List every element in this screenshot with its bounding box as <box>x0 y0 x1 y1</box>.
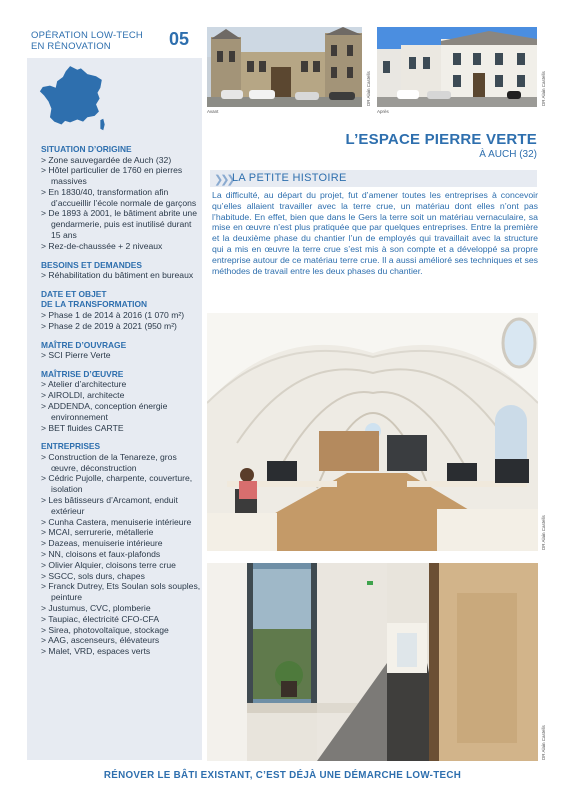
footer-tagline: RÉNOVER LE BÂTI EXISTANT, C’EST DÉJÀ UNE DÉMARCHE LOW-TECH <box>103 770 462 781</box>
photo-credit-office: DR Alain Castells <box>541 515 546 550</box>
sidebar-section-title-line: DE LA TRANSFORMATION <box>41 299 148 310</box>
sidebar-section-title-line: MAÎTRISE D’ŒUVRE <box>41 368 124 379</box>
operation-title-line1: OPÉRATION LOW-TECH <box>31 30 143 41</box>
sidebar-list-item: > NN, cloisons et faux-plafonds <box>41 549 201 560</box>
page-title: L’ESPACE PIERRE VERTE <box>345 131 537 148</box>
history-heading-bar <box>210 170 537 187</box>
sidebar-section-title <box>41 144 201 155</box>
sidebar-section-title <box>41 260 201 271</box>
photo-before <box>207 27 362 107</box>
sidebar-section-title-line: SITUATION D’ORIGINE <box>41 144 132 154</box>
sidebar-section-title <box>41 289 201 310</box>
sidebar-list-item: > Franck Dutrey, Ets Soulan sols souples, peinture <box>41 581 201 603</box>
operation-title-line2: EN RÉNOVATION <box>31 41 111 52</box>
caption-before: Avant <box>207 109 219 114</box>
sidebar-list-item: > Dazeas, menuiserie intérieure <box>41 538 201 549</box>
sidebar-list-item: > Construction de la Tenareze, gros œuvre, déconstruction <box>41 452 201 474</box>
sidebar-list-item: > Taupiac, électricité CFO-CFA <box>41 614 201 625</box>
sidebar-section-title <box>41 369 201 380</box>
caption-after: Après <box>377 109 389 114</box>
sidebar-list-item: > De 1893 à 2001, le bâtiment abrite une gendarmerie, puis est inutilisé durant 15 ans <box>41 208 201 240</box>
sidebar-section-title <box>41 441 201 452</box>
sidebar-list-item: > Hôtel particulier de 1760 en pierres massives <box>41 165 201 187</box>
france-map-icon <box>37 64 109 136</box>
sidebar-header <box>27 14 202 58</box>
sidebar-list-item: > Atelier d’architecture <box>41 379 201 390</box>
sidebar-list-item: > SGCC, sols durs, chapes <box>41 571 201 582</box>
sidebar-list-item: > Les bâtisseurs d’Arcamont, enduit extérieur <box>41 495 201 517</box>
sidebar-list-item: > ADDENDA, conception énergie environnement <box>41 401 201 423</box>
sidebar-list-item: > BET fluides CARTE <box>41 423 201 434</box>
sidebar-list-item: > Justumus, CVC, plomberie <box>41 603 201 614</box>
sidebar-list-item: > Zone sauvegardée de Auch (32) <box>41 155 201 166</box>
sidebar-list-item: > MCAI, serrurerie, métallerie <box>41 527 201 538</box>
photo-interior-office <box>207 313 538 551</box>
sidebar-list-item: > Phase 2 de 2019 à 2021 (950 m²) <box>41 321 201 332</box>
sidebar-list-item: > Cédric Pujolle, charpente, couverture, isolation <box>41 473 201 495</box>
sidebar-section-title-line: MAÎTRE D’OUVRAGE <box>41 339 127 350</box>
operation-number: 05 <box>169 29 190 49</box>
sidebar-list-item: > Phase 1 de 2014 à 2016 (1 070 m²) <box>41 310 201 321</box>
sidebar-list-item: > SCI Pierre Verte <box>41 350 201 361</box>
sidebar-list-item: > Olivier Alquier, cloisons terre crue <box>41 560 201 571</box>
sidebar-section-title-line: BESOINS ET DEMANDES <box>41 259 142 270</box>
history-paragraph: La difficulté, au départ du projet, fut d’amener toutes les entreprises à concevoir qu’elles allaient travailler avec la terre crue, un matériau dont elles n’ont pas l’habitude. En effet, bien que dans le Gers la terre soit un matériau vernaculaire, sa mise en œuvre n’est plus pratiquée que par quelques entreprises. Entre la première et la deuxième phase du chantier l’un de employés qui travaillait avec la structure qui a mis en œuvre la terre crue s’est mis à son compte et a développé sa propre entreprise autour de ce matériau terre crue. Il a aussi amélioré ses techniques et ses méthodes de travail entre les deux phases du chantier. <box>212 190 538 276</box>
history-heading: LA PETITE HISTOIRE <box>232 172 347 184</box>
photo-after <box>377 27 537 107</box>
sidebar-list-item: > Réhabilitation du bâtiment en bureaux <box>41 270 201 281</box>
page-subtitle: À AUCH (32) <box>479 149 537 160</box>
sidebar-section-title-line: DATE ET OBJET <box>41 288 107 299</box>
sidebar-list-item: > En 1830/40, transformation afin d’accueillir l’école normale de garçons <box>41 187 201 209</box>
sidebar <box>27 14 202 760</box>
sidebar-list-item: > AIROLDI, architecte <box>41 390 201 401</box>
photo-interior-corridor <box>207 563 538 761</box>
photo-credit-corridor: DR Alain Castells <box>541 725 546 760</box>
photo-credit-top-after: DR Alain Castells <box>541 71 546 106</box>
sidebar-section-title <box>41 340 201 351</box>
photo-credit-top-before: DR Alain Castells <box>366 71 371 106</box>
operation-title <box>31 30 143 52</box>
sidebar-list-item: > Rez-de-chaussée + 2 niveaux <box>41 241 201 252</box>
chevrons-icon: ❯❯❯ <box>214 174 233 186</box>
sidebar-list-item: > AAG, ascenseurs, élévateurs <box>41 635 201 646</box>
sidebar-list-item: > Cunha Castera, menuiserie intérieure <box>41 517 201 528</box>
sidebar-content <box>41 144 201 657</box>
sidebar-section-title-line: ENTREPRISES <box>41 441 101 452</box>
sidebar-list-item: > Malet, VRD, espaces verts <box>41 646 201 657</box>
sidebar-list-item: > Sirea, photovoltaïque, stockage <box>41 625 201 636</box>
